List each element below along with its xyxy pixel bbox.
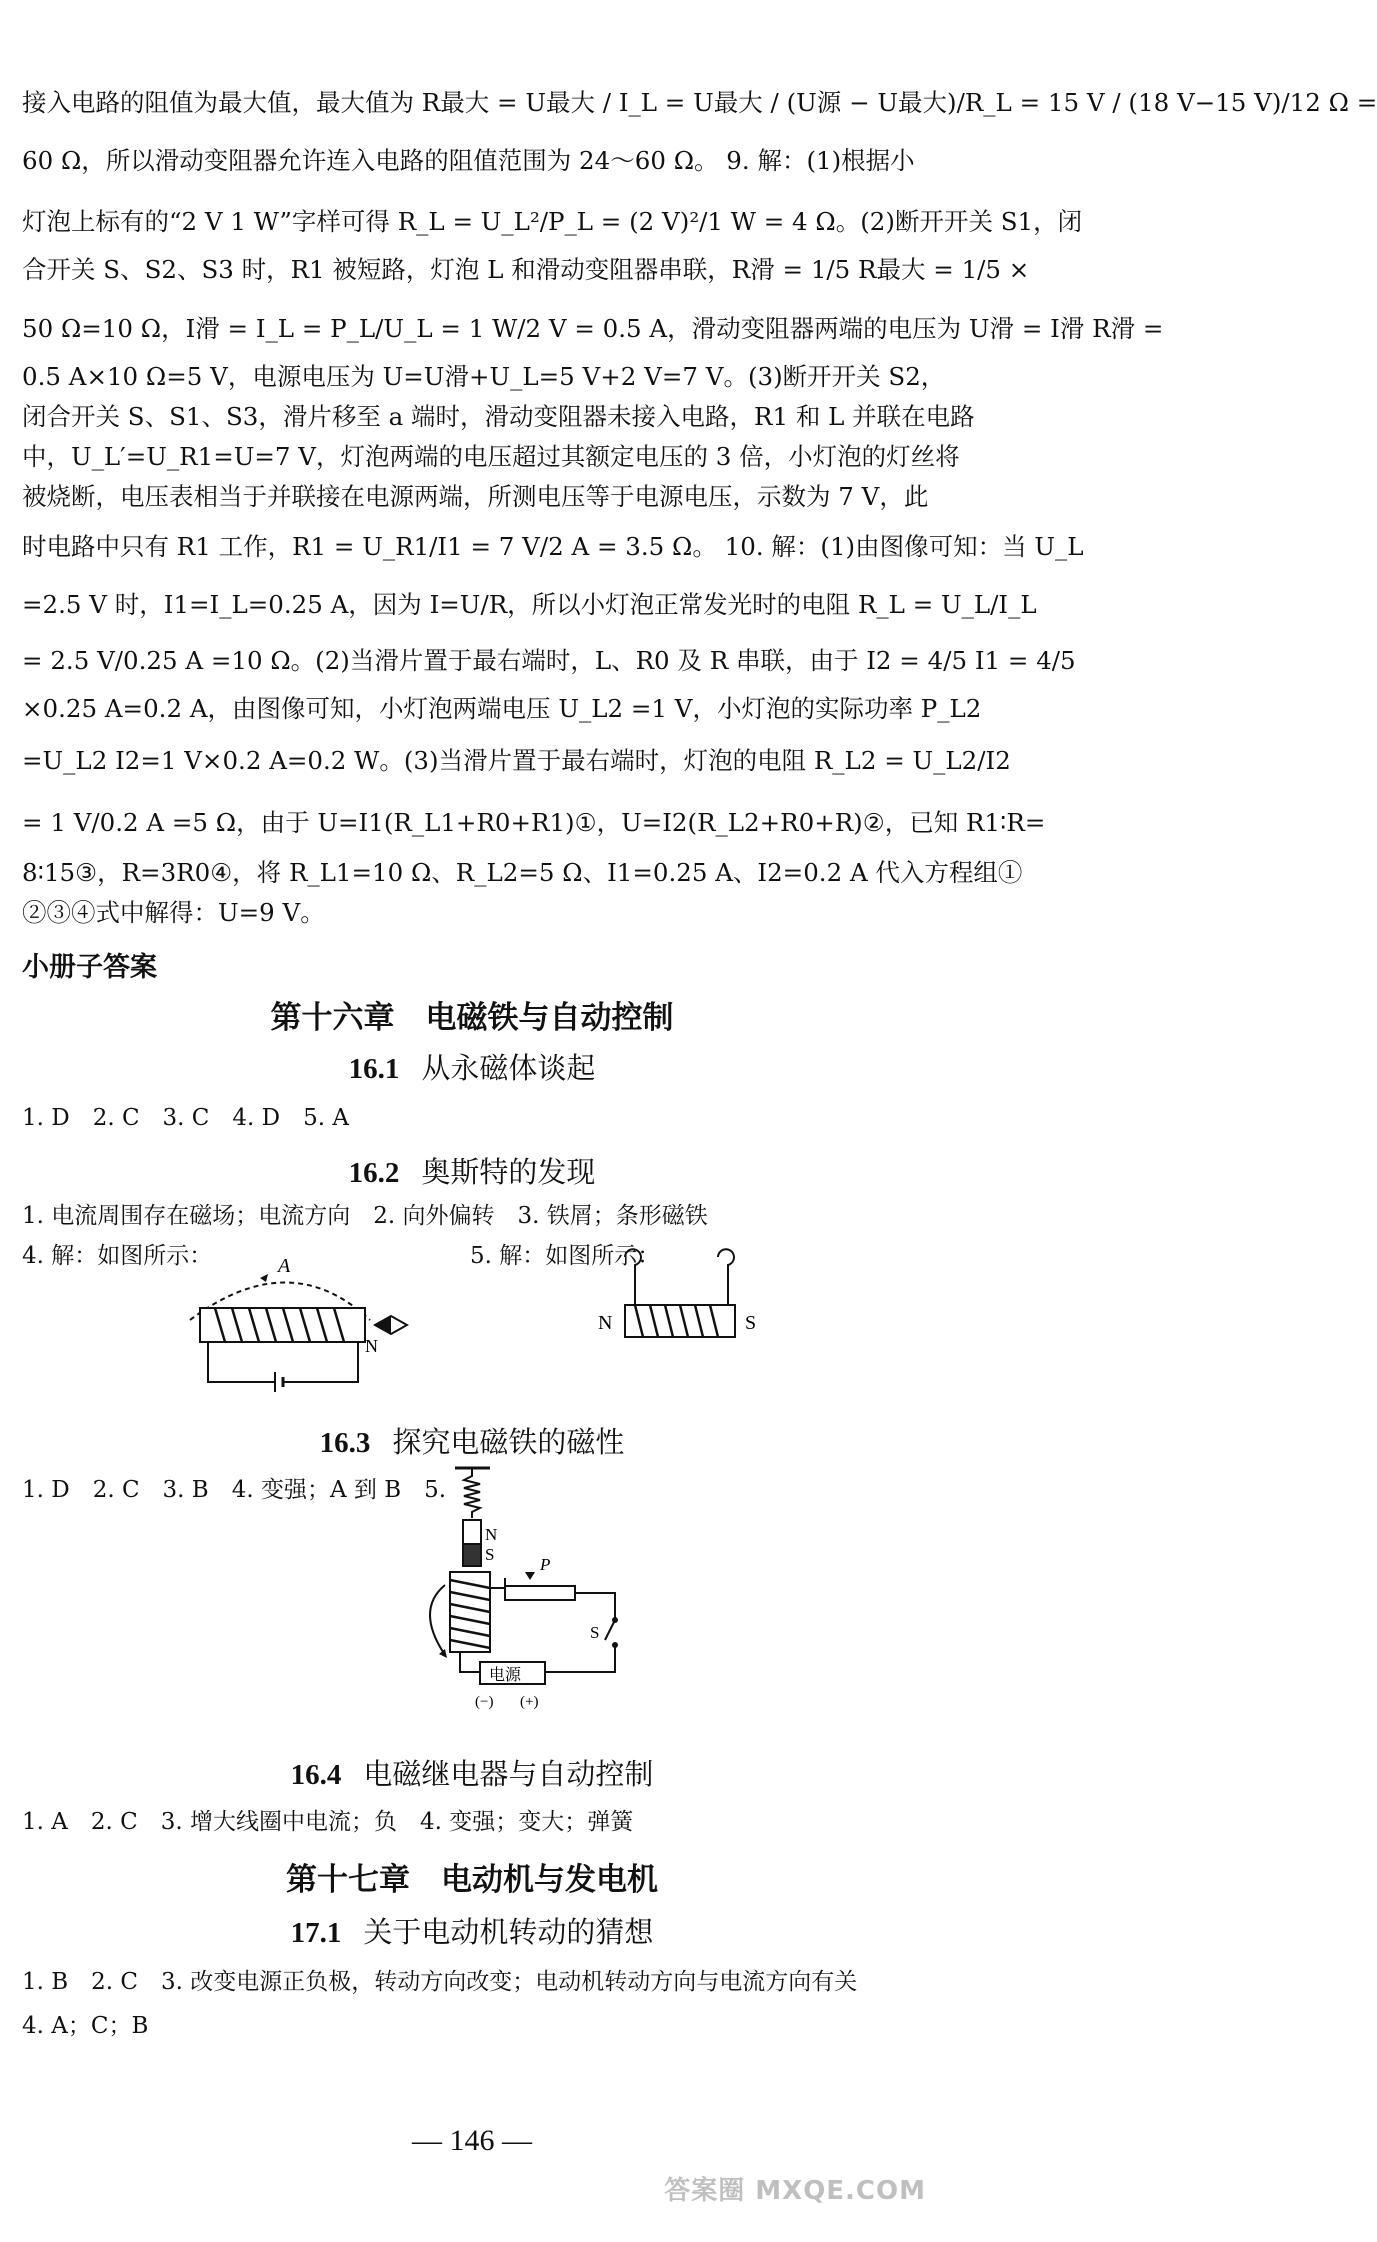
- label-a: A: [278, 1255, 291, 1277]
- circuit-wire: [460, 1652, 480, 1672]
- booklet-answers-heading: 小册子答案: [22, 952, 157, 983]
- text-line-3: 灯泡上标有的“2 V 1 W”字样可得 R_L = U_L²/P_L = (2 V)²/1 W = 4 Ω。(2)断开开关 S1，闭: [22, 207, 1083, 236]
- text-line-16: 8∶15③，R=3R0④，将 R_L1=10 Ω、R_L2=5 Ω、I1=0.25 A、I2=0.2 A 代入方程组①: [22, 858, 1023, 887]
- section-number: 16.2: [348, 1157, 400, 1189]
- label-negative: (−): [475, 1694, 494, 1710]
- text-line-5: 50 Ω=10 Ω，I滑 = I_L = P_L/U_L = 1 W/2 V = 0.5 A，滑动变阻器两端的电压为 U滑 = I滑 R滑 =: [22, 314, 1164, 343]
- solenoid-circuit-figure: [160, 1250, 410, 1400]
- text-line-8: 中，U_L′=U_R1=U=7 V，灯泡两端的电压超过其额定电压的 3 倍，小灯泡的灯丝将: [22, 442, 960, 471]
- circuit-wire: [490, 1578, 505, 1588]
- label-n: N: [598, 1312, 613, 1334]
- text-line-17: ②③④式中解得：U=9 V。: [22, 898, 325, 927]
- label-s: S: [745, 1312, 757, 1334]
- compass-north-half: [375, 1316, 391, 1334]
- section-16-1-heading: [0, 1046, 944, 1087]
- text-line-9: 被烧断，电压表相当于并联接在电源两端，所测电压等于电源电压，示数为 7 V，此: [22, 482, 929, 511]
- current-arrow-line: [430, 1585, 445, 1655]
- section-title: 奥斯特的发现: [421, 1155, 596, 1189]
- circuit-wire: [545, 1645, 615, 1672]
- text-line-1: 接入电路的阻值为最大值，最大值为 R最大 = U最大 / I_L = U最大 / (U源 − U最大)/R_L = 15 V / (18 V−15 V)/12 Ω =: [22, 88, 1377, 117]
- answers-16-4: 1. A 2. C 3. 增大线圈中电流；负 4. 变强；变大；弹簧: [22, 1809, 634, 1835]
- section-number: 16.3: [319, 1427, 371, 1459]
- answers-16-2-line1: 1. 电流周围存在磁场；电流方向 2. 向外偏转 3. 铁屑；条形磁铁: [22, 1203, 708, 1229]
- page-number: — 146 —: [412, 2124, 532, 2157]
- section-16-4-heading: [0, 1752, 944, 1793]
- label-positive: (+): [520, 1694, 539, 1710]
- spring-icon: [464, 1468, 480, 1518]
- answers-17-1-line1: 1. B 2. C 3. 改变电源正负极，转动方向改变；电动机转动方向与电流方向有关: [22, 1969, 858, 1995]
- circuit-wire: [575, 1593, 615, 1620]
- answers-16-2-q4: 4. 解：如图所示：: [22, 1243, 213, 1269]
- section-title: 关于电动机转动的猜想: [363, 1915, 654, 1949]
- text-line-12: = 2.5 V/0.25 A =10 Ω。(2)当滑片置于最右端时，L、R0 及 R 串联，由于 I2 = 4/5 I1 = 4/5: [22, 646, 1076, 675]
- answers-16-2-q5: 5. 解：如图所示：: [470, 1243, 661, 1269]
- magnet-s-half: [463, 1544, 481, 1566]
- section-title: 从永磁体谈起: [421, 1051, 596, 1085]
- circuit-wire: [283, 1342, 358, 1382]
- answers-16-3: 1. D 2. C 3. B 4. 变强；A 到 B 5.: [22, 1477, 447, 1503]
- section-17-1-heading: [0, 1910, 944, 1951]
- section-number: 16.4: [290, 1759, 342, 1791]
- label-s: S: [485, 1545, 495, 1564]
- watermark-logo: 答案圈 MXQE.COM: [664, 2176, 926, 2206]
- chapter-17-title: 第十七章 电动机与发电机: [286, 1862, 658, 1898]
- text-line-4: 合开关 S、S2、S3 时，R1 被短路，灯泡 L 和滑动变阻器串联，R滑 = 1/5 R最大 = 1/5 ×: [22, 255, 1030, 284]
- hanging-solenoid-figure: [590, 1245, 790, 1355]
- answers-17-1-line2: 4. A；C；B: [22, 2013, 149, 2039]
- text-line-10: 时电路中只有 R1 工作，R1 = U_R1/I1 = 7 V/2 A = 3.5 Ω。 10. 解：(1)由图像可知：当 U_L: [22, 532, 1084, 561]
- text-line-14: =U_L2 I2=1 V×0.2 A=0.2 W。(3)当滑片置于最右端时，灯泡的电阻 R_L2 = U_L2/I2: [22, 746, 1011, 775]
- section-number: 16.1: [348, 1053, 400, 1085]
- magnet-n-half: [463, 1520, 481, 1544]
- text-line-2: 60 Ω，所以滑动变阻器允许连入电路的阻值范围为 24～60 Ω。 9. 解：(1)根据小: [22, 146, 915, 175]
- circuit-wire: [208, 1342, 275, 1382]
- switch-lever: [605, 1620, 615, 1640]
- section-16-2-heading: [0, 1150, 944, 1191]
- text-line-13: ×0.25 A=0.2 A，由图像可知，小灯泡两端电压 U_L2 =1 V，小灯泡的实际功率 P_L2: [22, 694, 982, 723]
- section-title: 探究电磁铁的磁性: [392, 1425, 625, 1459]
- hanging-wire-left: [625, 1249, 641, 1305]
- slider-icon: [525, 1572, 535, 1580]
- text-line-15: = 1 V/0.2 A =5 Ω，由于 U=I1(R_L1+R0+R1)①，U=I2(R_L2+R0+R)②，已知 R1∶R=: [22, 808, 1046, 837]
- field-arrow-icon: [260, 1274, 268, 1282]
- text-line-7: 闭合开关 S、S1、S3，滑片移至 a 端时，滑动变阻器未接入电路，R1 和 L 并联在电路: [22, 402, 975, 431]
- section-16-3-heading: [0, 1420, 944, 1461]
- section-title: 电磁继电器与自动控制: [363, 1757, 654, 1791]
- text-line-6: 0.5 A×10 Ω=5 V，电源电压为 U=U滑+U_L=5 V+2 V=7 V。(3)断开开关 S2，: [22, 362, 946, 391]
- hanging-wire-right: [718, 1249, 734, 1305]
- chapter-16-title: 第十六章 电磁铁与自动控制: [270, 1000, 674, 1036]
- rheostat: [505, 1586, 575, 1600]
- switch-contact: [612, 1617, 618, 1623]
- label-p: P: [540, 1555, 551, 1574]
- electromagnet-spring-figure: [405, 1460, 635, 1730]
- label-switch: S: [590, 1623, 600, 1642]
- section-number: 17.1: [290, 1917, 342, 1949]
- answers-16-1: 1. D 2. C 3. C 4. D 5. A: [22, 1105, 349, 1131]
- label-n: N: [365, 1336, 378, 1356]
- power-source-label: 电源: [489, 1665, 522, 1684]
- label-n: N: [485, 1525, 498, 1544]
- text-line-11: =2.5 V 时，I1=I_L=0.25 A，因为 I=U/R，所以小灯泡正常发光时的电阻 R_L = U_L/I_L: [22, 590, 1037, 619]
